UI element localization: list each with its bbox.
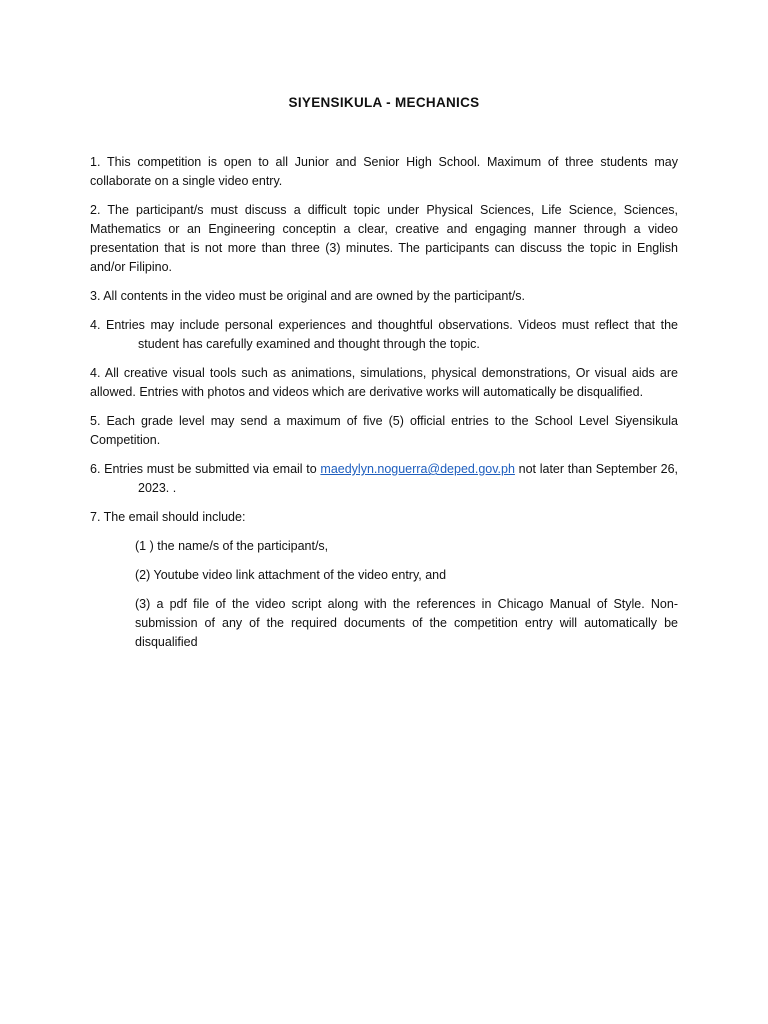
rule-5: 5. Each grade level may send a maximum of five (5) official entries to the School Level Siyensikula Competition. [90,414,678,447]
rule-6-prefix: 6. Entries must be submitted via email to [90,462,321,476]
rule-6 [90,460,678,498]
rules-body [90,153,678,662]
rule-7-item-2: (2) Youtube video link attachment of the video entry, and [135,568,447,582]
rule-7-item-3: (3) a pdf file of the video script along with the references in Chicago Manual of Style. Non-submission of any of the required documents of the competition entry will automatically be disqualified [135,597,678,649]
page-title: SIYENSIKULA - MECHANICS [288,95,480,110]
email-link[interactable]: maedylyn.noguerra@deped.gov.ph [320,462,515,476]
rule-7-item-1: (1 ) the name/s of the participant/s, [135,539,329,553]
rule-4b: 4. All creative visual tools such as animations, simulations, physical demonstrations, Or visual aids are allowed. Entries with photos and videos which are derivative works will automatically be disqualified. [90,366,678,399]
rule-6-suffix: not later than September 26, 2023. . [138,462,678,495]
rule-7-intro: 7. The email should include: [90,510,246,524]
rule-3: 3. All contents in the video must be original and are owned by the participant/s. [90,289,525,303]
rule-1: 1. This competition is open to all Junior and Senior High School. Maximum of three students may collaborate on a single video entry. [90,155,678,188]
rule-4a: 4. Entries may include personal experiences and thoughtful observations. Videos must reflect that the student has carefully examined and thought through the topic. [90,318,678,351]
rule-2: 2. The participant/s must discuss a difficult topic under Physical Sciences, Life Science, Sciences, Mathematics or an Engineering conceptin a clear, creative and engaging manner through a video presentation that is not more than three (3) minutes. The participants can discuss the topic in English and/or Filipino. [90,203,678,274]
